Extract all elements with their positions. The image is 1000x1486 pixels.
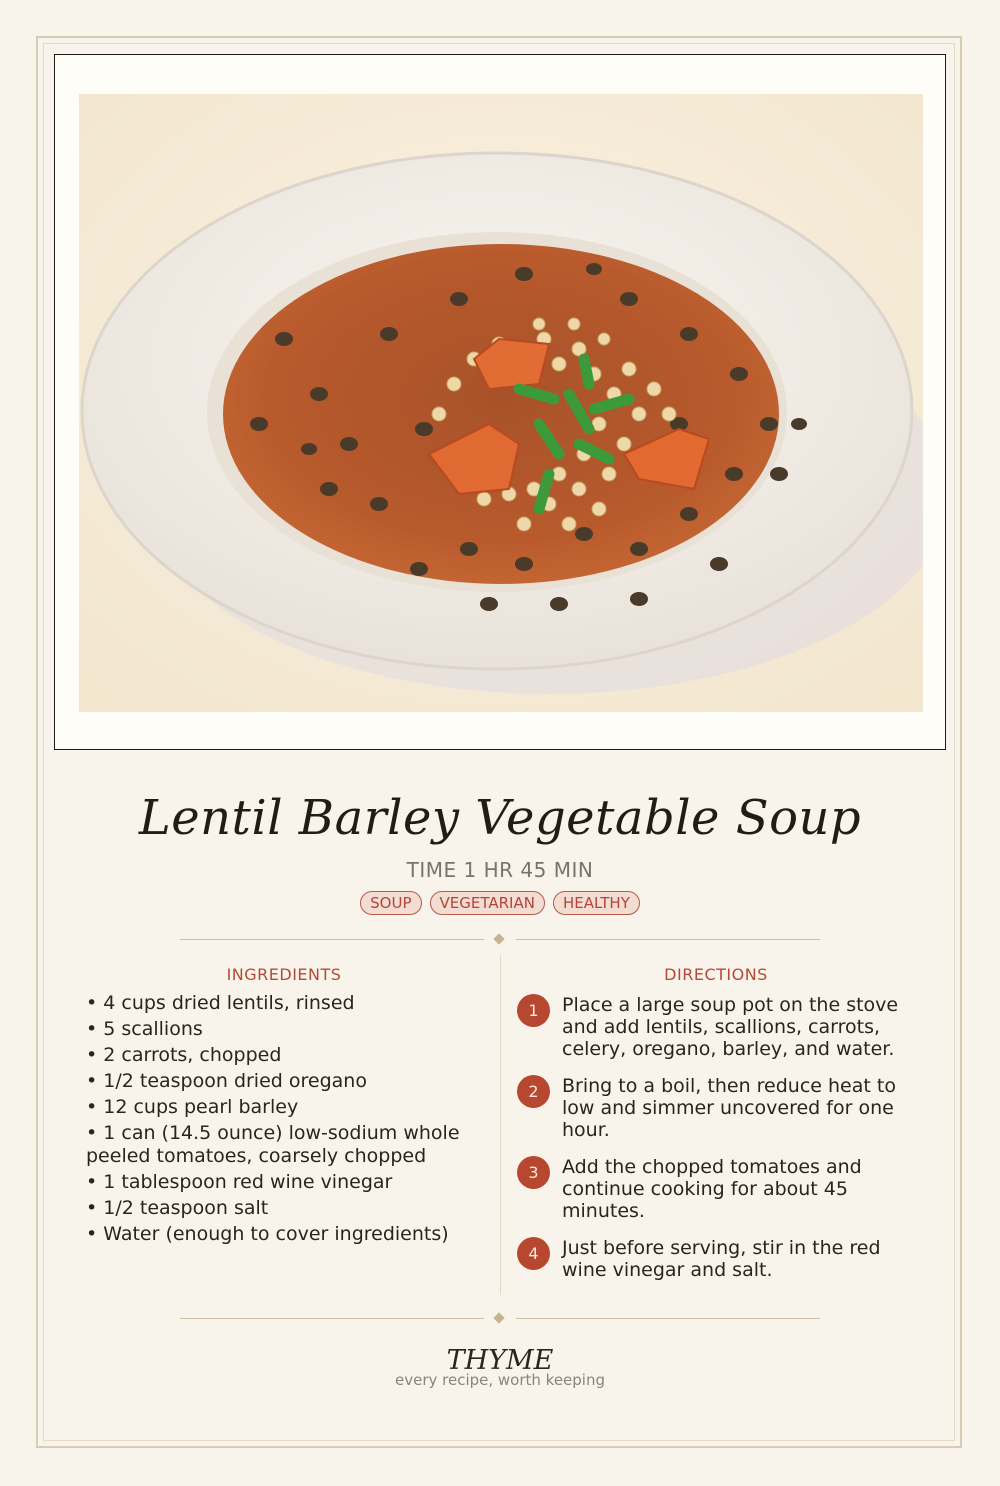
cook-time: TIME 1 HR 45 MIN: [406, 858, 594, 882]
ingredient-item: • 1 can (14.5 ounce) low-sodium whole peeled tomatoes, coarsely chopped: [86, 1122, 486, 1168]
ingredient-item: • 1/2 teaspoon dried oregano: [86, 1070, 486, 1093]
brand-logo: THYME: [446, 1345, 554, 1376]
ingredient-item: • 4 cups dried lentils, rinsed: [86, 992, 486, 1015]
ingredient-item: • Water (enough to cover ingredients): [86, 1223, 486, 1246]
step-number-badge: 1: [517, 994, 550, 1027]
directions-list: [517, 994, 917, 1281]
direction-step: [517, 1237, 917, 1281]
diamond-ornament-icon: [493, 1312, 504, 1323]
tag-vegetarian[interactable]: VEGETARIAN: [430, 891, 545, 915]
soup-bowl-illustration: [79, 94, 923, 712]
step-number-badge: 2: [517, 1075, 550, 1108]
recipe-title: Lentil Barley Vegetable Soup: [138, 790, 862, 846]
direction-step: [517, 1156, 917, 1222]
tag-soup[interactable]: SOUP: [360, 891, 421, 915]
divider-bottom: [180, 1312, 820, 1326]
ingredient-item: • 5 scallions: [86, 1018, 486, 1041]
step-number-badge: 4: [517, 1237, 550, 1270]
ingredient-item: • 2 carrots, chopped: [86, 1044, 486, 1067]
step-text: Add the chopped tomatoes and continue cooking for about 45 minutes.: [562, 1156, 862, 1222]
direction-step: [517, 1075, 917, 1141]
ingredient-item: • 1 tablespoon red wine vinegar: [86, 1171, 486, 1194]
step-text: Place a large soup pot on the stove and add lentils, scallions, carrots, celery, oregano, barley, and water.: [562, 994, 899, 1060]
step-text: Just before serving, stir in the red wine vinegar and salt.: [562, 1237, 881, 1281]
diamond-ornament-icon: [493, 933, 504, 944]
ingredients-list: [86, 992, 486, 1249]
divider-top: [180, 933, 820, 947]
directions-heading: DIRECTIONS: [664, 965, 768, 984]
step-number-badge: 3: [517, 1156, 550, 1189]
ingredient-item: • 12 cups pearl barley: [86, 1096, 486, 1119]
column-divider: [500, 955, 501, 1295]
ingredient-item: • 1/2 teaspoon salt: [86, 1197, 486, 1220]
ingredients-heading: INGREDIENTS: [226, 965, 342, 984]
step-text: Bring to a boil, then reduce heat to low and simmer uncovered for one hour.: [562, 1075, 896, 1141]
recipe-photo: [54, 54, 946, 750]
direction-step: [517, 994, 917, 1060]
brand-tagline: every recipe, worth keeping: [394, 1371, 605, 1389]
tag-healthy[interactable]: HEALTHY: [553, 891, 640, 915]
tag-list: [0, 891, 1000, 915]
